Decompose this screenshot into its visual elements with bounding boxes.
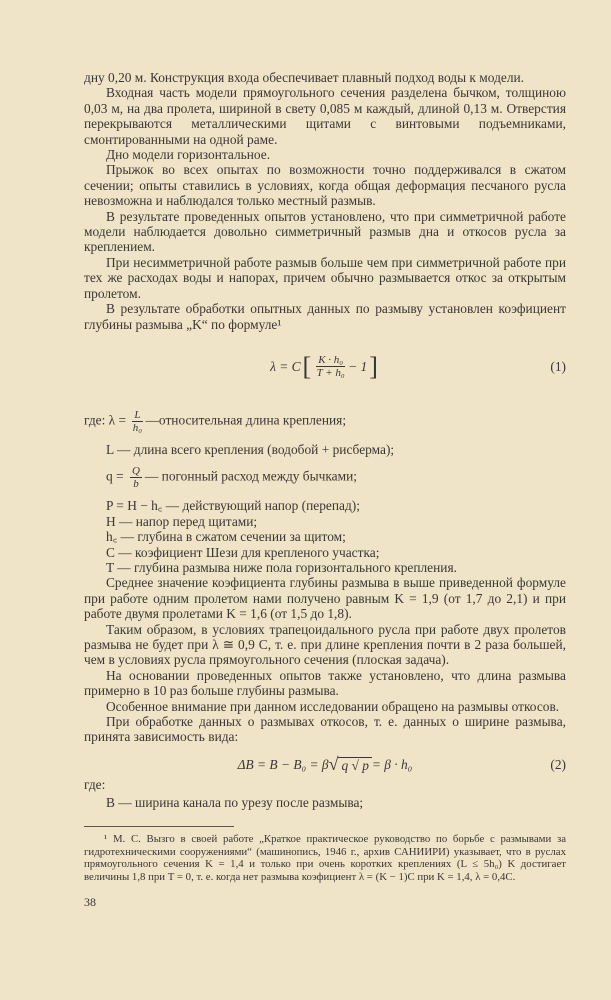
definition-lambda [84, 409, 566, 434]
paragraph: Среднее значение коэфициента глубины размыва в выше приведенной формуле при работе одним пролетом нами получено равным K = 1,9 (от 1,7 до 2,1) и при работе двумя пролетами K = 1,6 (от 1,5 до 1,8). [84, 575, 566, 622]
definition-prefix: где: λ = [84, 412, 127, 428]
formula-tail: − 1 [348, 358, 368, 374]
paragraph: Особенное внимание при данном исследовании обращено на размывы откосов. [106, 698, 560, 714]
footnote-divider [84, 826, 234, 827]
page-number: 38 [84, 895, 96, 910]
paragraph: дну 0,20 м. Конструкция входа обеспечивает плавный подход воды к модели. [84, 70, 525, 85]
paragraph: Прыжок во всех опытах по возможности точно поддерживался в сжатом сечении; опыты ставились в условиях, когда общая деформация песчаного русла невозможна и наблюдался только местный размыв. [84, 162, 566, 209]
fraction [130, 465, 142, 490]
sqrt-sign: √ [328, 754, 339, 775]
paragraph: При несимметричной работе размыв больше чем при симметричной работе при тех же расходах воды и напорах, причем обычно размывается откос за открытым пролетом. [84, 254, 566, 301]
equation-number: (1) [550, 358, 566, 374]
fraction-denominator: T + h₀ [316, 366, 345, 379]
definition: B — ширина канала по урезу после размыва; [106, 794, 364, 810]
sqrt-radicand: q √ p [338, 757, 371, 773]
definition-text: —относительная длина крепления; [145, 412, 347, 428]
fraction-denominator: b [133, 478, 139, 491]
definition-q [84, 465, 566, 490]
formula-1 [84, 351, 566, 381]
paragraph: На основании проведенных опытов также установлено, что длина размыва примерно в 10 раз больше глубины размыва. [84, 667, 566, 699]
paragraph: В результате обработки опытных данных по размыву установлен коэфициент глубины размыва „K“ по формуле¹ [84, 301, 566, 332]
where-label: где: [84, 777, 106, 793]
equation-number: (2) [550, 757, 566, 773]
definition: C — коэфициент Шези для крепленого участка; [106, 544, 380, 560]
fraction [316, 354, 345, 379]
definition: T — глубина размыва ниже пола горизонтального крепления. [106, 559, 457, 575]
paragraph: Дно модели горизонтальное. [106, 147, 271, 163]
fraction-numerator: K · h₀ [318, 353, 344, 366]
definition: L — длина всего крепления (водобой + рисберма); [106, 441, 395, 457]
paragraph: В результате проведенных опытов установлено, что при симметричной работе модели наблюдается довольно симметричный размыв дна и откосов русла за креплением. [84, 208, 566, 255]
paragraph: При обработке данных о размывах откосов, т. е. данных о ширине размыва, принята зависимость вида: [84, 714, 566, 745]
formula-lhs: ΔB = B − B₀ = β [237, 757, 329, 773]
definition: P = H − h꜀ — действующий напор (перепад); [106, 498, 360, 514]
paragraph: Таким образом, в условиях трапецоидального русла при работе двух пролетов размыва не будет при λ ≅ 0,9 C, т. е. при длине крепления почти в 2 раза большей, чем в условиях русла прямоугольного сечения (плоская задача). [84, 621, 566, 668]
definition: H — напор перед щитами; [106, 513, 258, 529]
formula-2 [84, 754, 566, 775]
bracket-left: [ [302, 351, 312, 381]
fraction-denominator: h₀ [132, 421, 143, 434]
definition: h꜀ — глубина в сжатом сечении за щитом; [106, 529, 346, 545]
fraction-numerator: Q [131, 465, 140, 478]
formula-lhs: λ = C [270, 358, 301, 374]
definition-text: — погонный расход между бычками; [144, 468, 357, 484]
document-page [84, 70, 566, 910]
fraction [132, 409, 142, 434]
footnote: ¹ М. С. Вызго в своей работе „Краткое практическое руководство по борьбе с размывами за гидротехническими сооружениями“ (машинопись, 1946 г., архив САНИИРИ) указывает, что в руслах прямоугольного сечения K = 1,4 и только при очень коротких креплениях (L ≤ 5h₀) K достигает величины 1,8 при T = 0, т. е. когда нет размыва коэфициент λ = (K − 1)C при K = 1,4, λ = 0,4C. [84, 833, 566, 883]
formula-rhs: = β · h₀ [371, 757, 413, 773]
definition-prefix: q = [106, 468, 124, 484]
fraction-numerator: L [134, 408, 141, 421]
bracket-right: ] [369, 351, 378, 381]
paragraph: Входная часть модели прямоугольного сечения разделена бычком, толщиною 0,03 м, на два пролета, шириной в свету 0,085 м каждый, длиной 0,13 м. Отверстия перекрываются металлическими щитами с винтовыми подъемниками, смонтированными на одной раме. [84, 85, 566, 147]
